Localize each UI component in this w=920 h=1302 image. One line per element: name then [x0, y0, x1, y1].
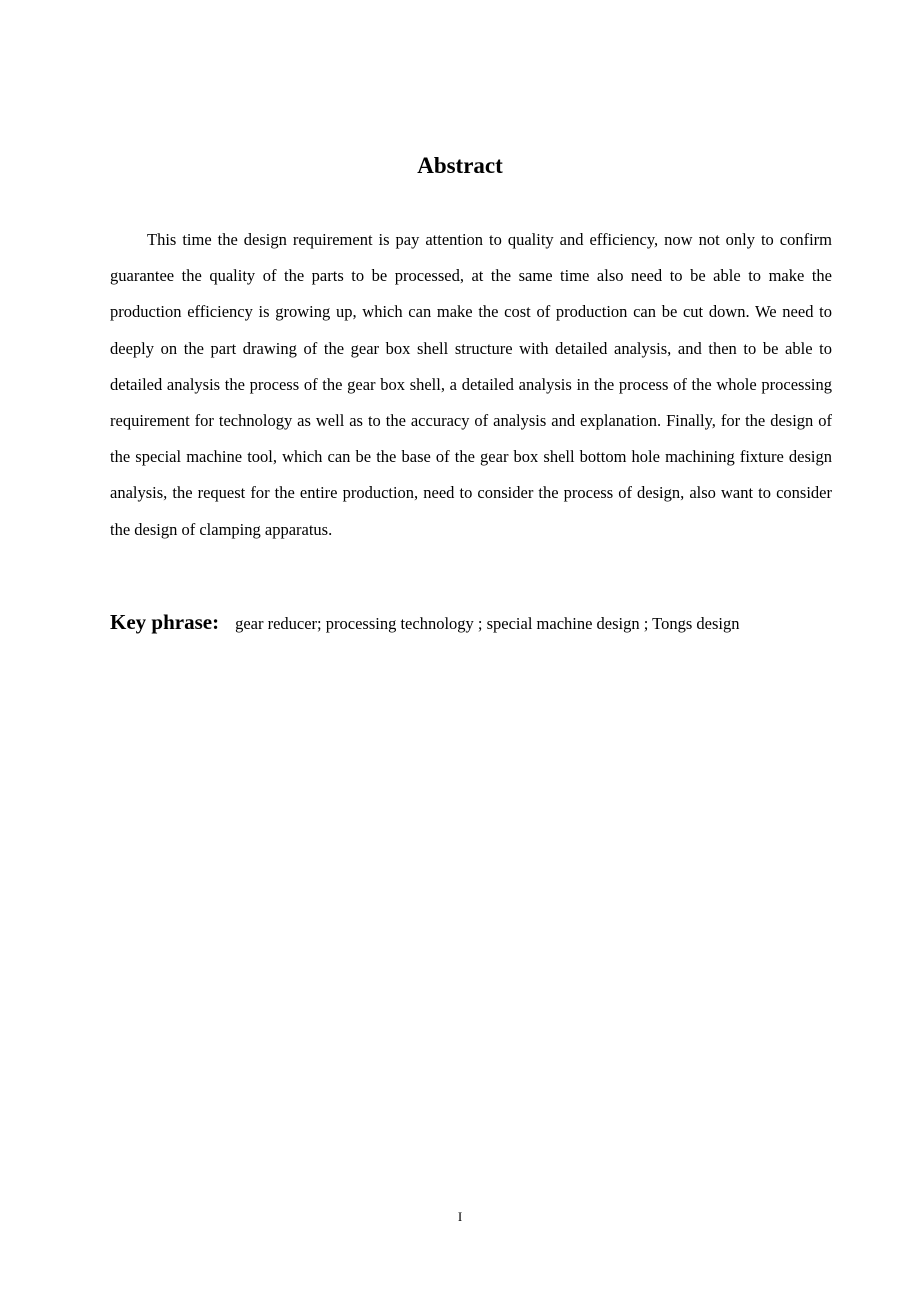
abstract-title: Abstract [417, 153, 503, 178]
keywords-label: Key phrase: [110, 610, 220, 634]
keywords-text: gear reducer; processing technology ; special machine design ; Tongs design [235, 614, 740, 633]
page-number: I [457, 1209, 463, 1224]
abstract-paragraph: This time the design requirement is pay attention to quality and efficiency, now not only to confirm guarantee the quality of the parts to be processed, at the same time also need to be able to make the production efficiency is growing up, which can make the cost of production can be cut down. We need to deeply on the part drawing of the gear box shell structure with detailed analysis, and then to be able to detailed analysis the process of the gear box shell, a detailed analysis in the process of the whole processing requirement for technology as well as to the accuracy of analysis and explanation. Finally, for the design of the special machine tool, which can be the base of the gear box shell bottom hole machining fixture design analysis, the request for the entire production, need to consider the process of design, also want to consider the design of clamping apparatus. [110, 230, 832, 539]
keywords-line [110, 606, 870, 641]
